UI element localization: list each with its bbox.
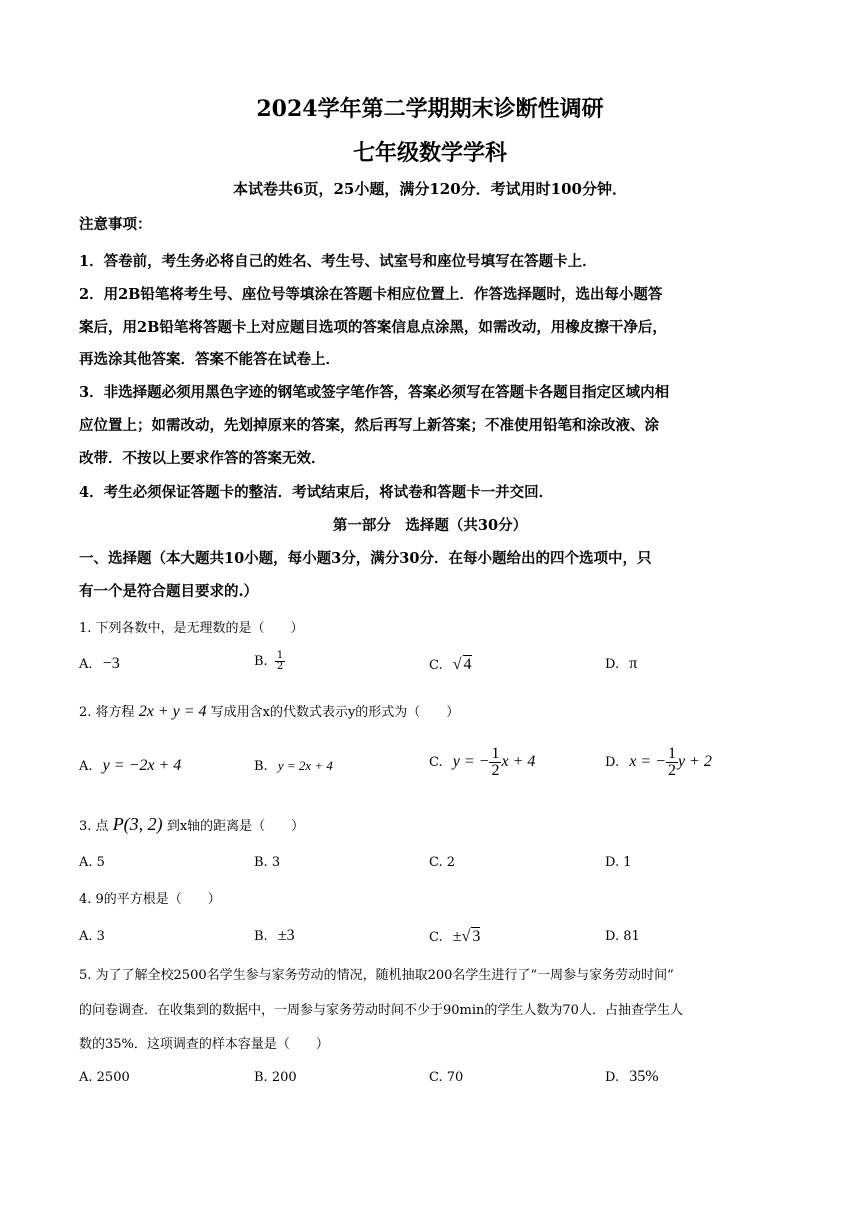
q1-option-b: B. $\frac{1}{2}$ <box>254 650 284 672</box>
q4-option-a: A. 3 <box>79 929 105 944</box>
q5-stem-end: 数的35%．这项调查的样本容量是（ ） <box>79 1037 329 1052</box>
notice-item-2-end: 再选涂其他答案．答案不能答在试卷上． <box>79 351 340 368</box>
q5-stem: 5. 为了了解全校2500名学生参与家务劳动的情况，随机抽取200名学生进行了“一周参与家务劳动时间” <box>79 968 674 983</box>
q3-stem: 3. 点 P(3, 2) 到x轴的距离是（ ） <box>79 814 305 834</box>
notice-item-2: 2．用2B铅笔将考生号、座位号等填涂在答题卡相应位置上．作答选择题时，选出每小题答 <box>79 286 663 303</box>
exam-title: 2024学年第二学期期末诊断性调研 <box>256 96 604 122</box>
q5-stem-cont: 的问卷调查．在收集到的数据中，一周参与家务劳动时间不少于90min的学生人数为70人．占抽查学生人 <box>79 1003 683 1018</box>
q2-option-d: D. x = − $\frac{1}{2}$ y + 2 <box>605 745 712 779</box>
q3-option-b: B. 3 <box>254 855 281 870</box>
exam-subject: 七年级数学学科 <box>352 140 507 166</box>
part1-instruction-cont: 有一个是符合题目要求的.） <box>79 583 259 600</box>
exam-info: 本试卷共6页，25小题，满分120分．考试用时100分钟． <box>233 180 627 198</box>
q4-stem: 4. 9的平方根是（ ） <box>79 892 221 907</box>
q5-option-d: D. 35% <box>605 1068 659 1085</box>
part1-instruction: 一、选择题（本大题共10小题，每小题3分，满分30分．在每小题给出的四个选项中，只 <box>79 550 652 567</box>
notice-item-3-cont: 应位置上；如需改动，先划掉原来的答案，然后再写上新答案；不准使用铅笔和涂改液、涂 <box>79 417 659 434</box>
q5-option-a: A. 2500 <box>79 1070 130 1085</box>
q4-option-c: C. ±√ 3 <box>429 928 481 945</box>
notice-heading: 注意事项： <box>79 216 152 233</box>
q3-option-a: A. 5 <box>79 855 105 870</box>
notice-item-1: 1．答卷前，考生务必将自己的姓名、考生号、试室号和座位号填写在答题卡上． <box>79 253 597 270</box>
q2-option-a: A. y = −2x + 4 <box>79 757 182 774</box>
q4-option-b: B. ±3 <box>254 927 295 944</box>
q2-option-b: B. y = 2x + 4 <box>254 758 333 774</box>
part1-heading: 第一部分 选择题（共30分） <box>332 517 528 534</box>
q1-option-a: A. −3 <box>79 655 120 672</box>
q5-option-b: B. 200 <box>254 1070 297 1085</box>
q3-option-c: C. 2 <box>429 855 456 870</box>
notice-item-4: 4．考生必须保证答题卡的整洁．考试结束后，将试卷和答题卡一并交回． <box>79 484 554 501</box>
q1-option-c: C. √ 4 <box>429 656 472 673</box>
notice-item-3: 3．非选择题必须用黑色字迹的钢笔或签字笔作答，答案必须写在答题卡各题目指定区域内相 <box>79 384 670 401</box>
q5-option-c: C. 70 <box>429 1070 464 1085</box>
q2-option-c: C. y = − $\frac{1}{2}$ x + 4 <box>429 745 536 779</box>
q4-option-d: D. 81 <box>605 929 640 944</box>
q2-stem: 2. 将方程 2x + y = 4 写成用含x的代数式表示y的形式为（ ） <box>79 703 460 720</box>
notice-item-2-cont: 案后，用2B铅笔将答题卡上对应题目选项的答案信息点涂黑，如需改动，用橡皮擦干净后， <box>79 319 667 336</box>
notice-item-3-end: 改带．不按以上要求作答的答案无效． <box>79 450 326 467</box>
q3-option-d: D. 1 <box>605 855 632 870</box>
q1-option-d: D. π <box>605 655 638 672</box>
q1-stem: 1. 下列各数中，是无理数的是（ ） <box>79 621 304 636</box>
